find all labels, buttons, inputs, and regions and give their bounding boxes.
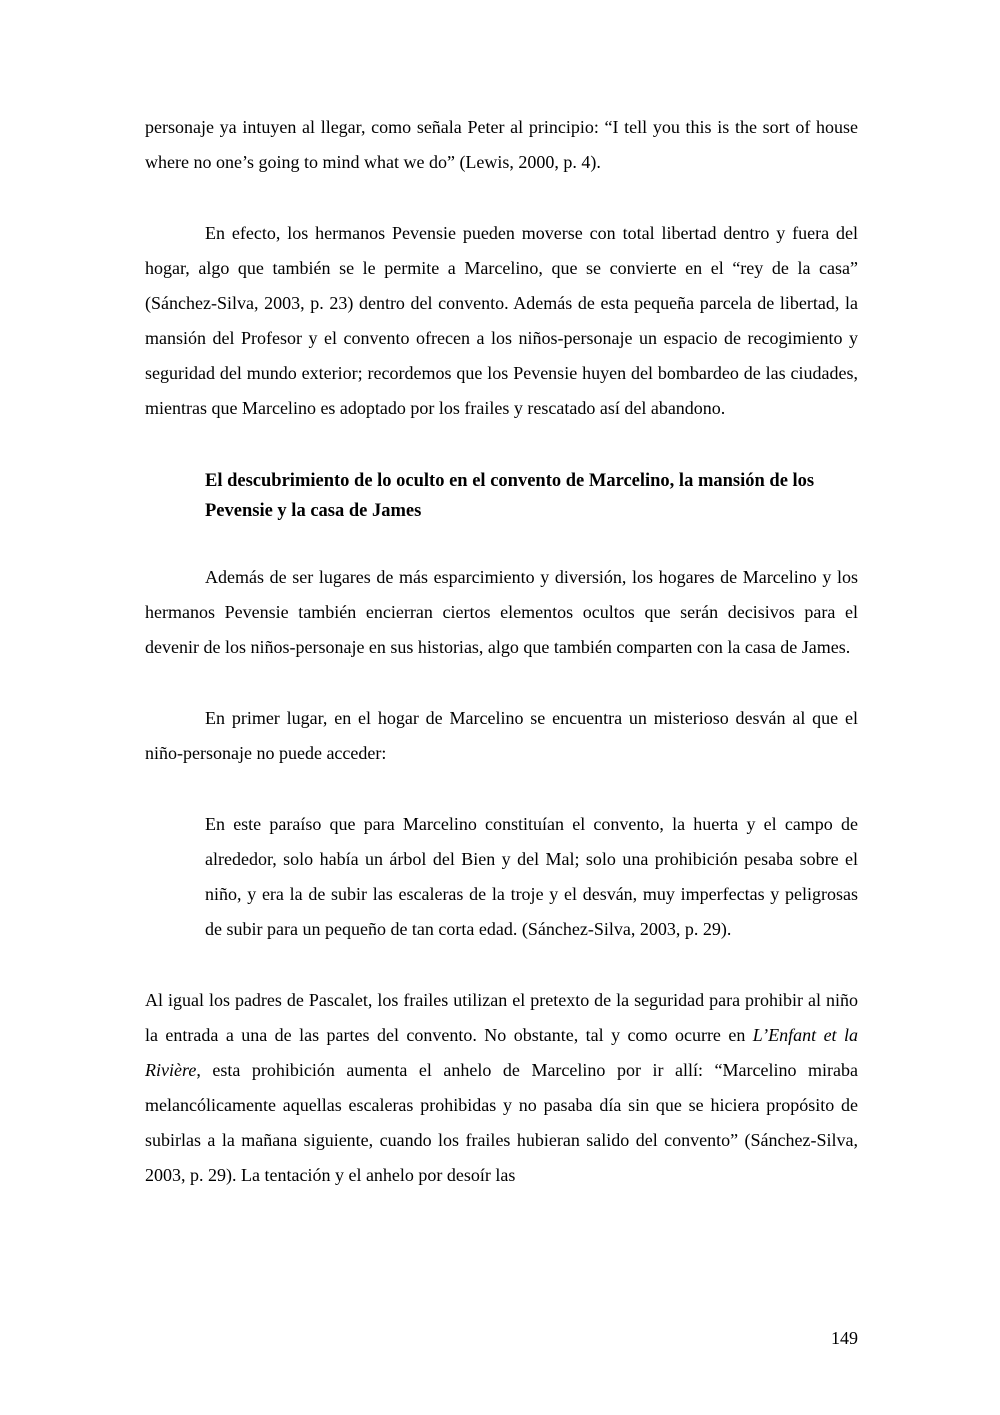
- paragraph-en-primer-lugar: En primer lugar, en el hogar de Marcelino se encuentra un misterioso desván al que el niño-personaje no puede acceder:: [145, 708, 858, 763]
- paragraph-ademas: Además de ser lugares de más esparcimiento y diversión, los hogares de Marcelino y los hermanos Pevensie también encierran ciertos elementos ocultos que serán decisivos para el devenir de los niños-personaje en sus historias, algo que también comparten con la casa de James.: [145, 567, 858, 657]
- paragraph-en-efecto: En efecto, los hermanos Pevensie pueden moverse con total libertad dentro y fuera del hogar, algo que también se le permite a Marcelino, que se convierte en el “rey de la casa” (Sánchez-Silva, 2003, p. 23) dentro del convento. Además de esta pequeña parcela de libertad, la mansión del Profesor y el convento ofrecen a los niños-personaje un espacio de recogimiento y seguridad del mundo exterior; recordemos que los Pevensie huyen del bombardeo de las ciudades, mientras que Marcelino es adoptado por los frailes y rescatado así del abandono.: [145, 223, 858, 418]
- paragraph-al-igual: [145, 983, 858, 1193]
- section-heading: El descubrimiento de lo oculto en el convento de Marcelino, la mansión de los Pevensie y la casa de James: [205, 471, 815, 521]
- paragraph-text-before-title: Al igual los padres de Pascalet, los frailes utilizan el pretexto de la seguridad para prohibir al niño la entrada a una de las partes del convento. No obstante, tal y como ocurre en: [145, 990, 858, 1045]
- paragraph-text-after-title: , esta prohibición aumenta el anhelo de Marcelino por ir allí: “Marcelino miraba melancólicamente aquellas escaleras prohibidas y no pasaba día sin que se hiciera propósito de subirlas a la mañana siguiente, cuando los frailes hubieran salido del convento” (Sánchez-Silva, 2003, p. 29). La tentación y el anhelo por desoír las: [145, 1060, 858, 1185]
- page-number: 149: [831, 1328, 858, 1348]
- block-quote: En este paraíso que para Marcelino constituían el convento, la huerta y el campo de alrededor, solo había un árbol del Bien y del Mal; solo una prohibición pesaba sobre el niño, y era la de subir las escaleras de la troje y el desván, muy imperfectas y peligrosas de subir para un pequeño de tan corta edad. (Sánchez-Silva, 2003, p. 29).: [205, 814, 858, 939]
- paragraph-intro-continuation: personaje ya intuyen al llegar, como señala Peter al principio: “I tell you this is the sort of house where no one’s going to mind what we do” (Lewis, 2000, p. 4).: [145, 117, 858, 172]
- book-title-italic: L’Enfant et la Rivière: [145, 1025, 858, 1080]
